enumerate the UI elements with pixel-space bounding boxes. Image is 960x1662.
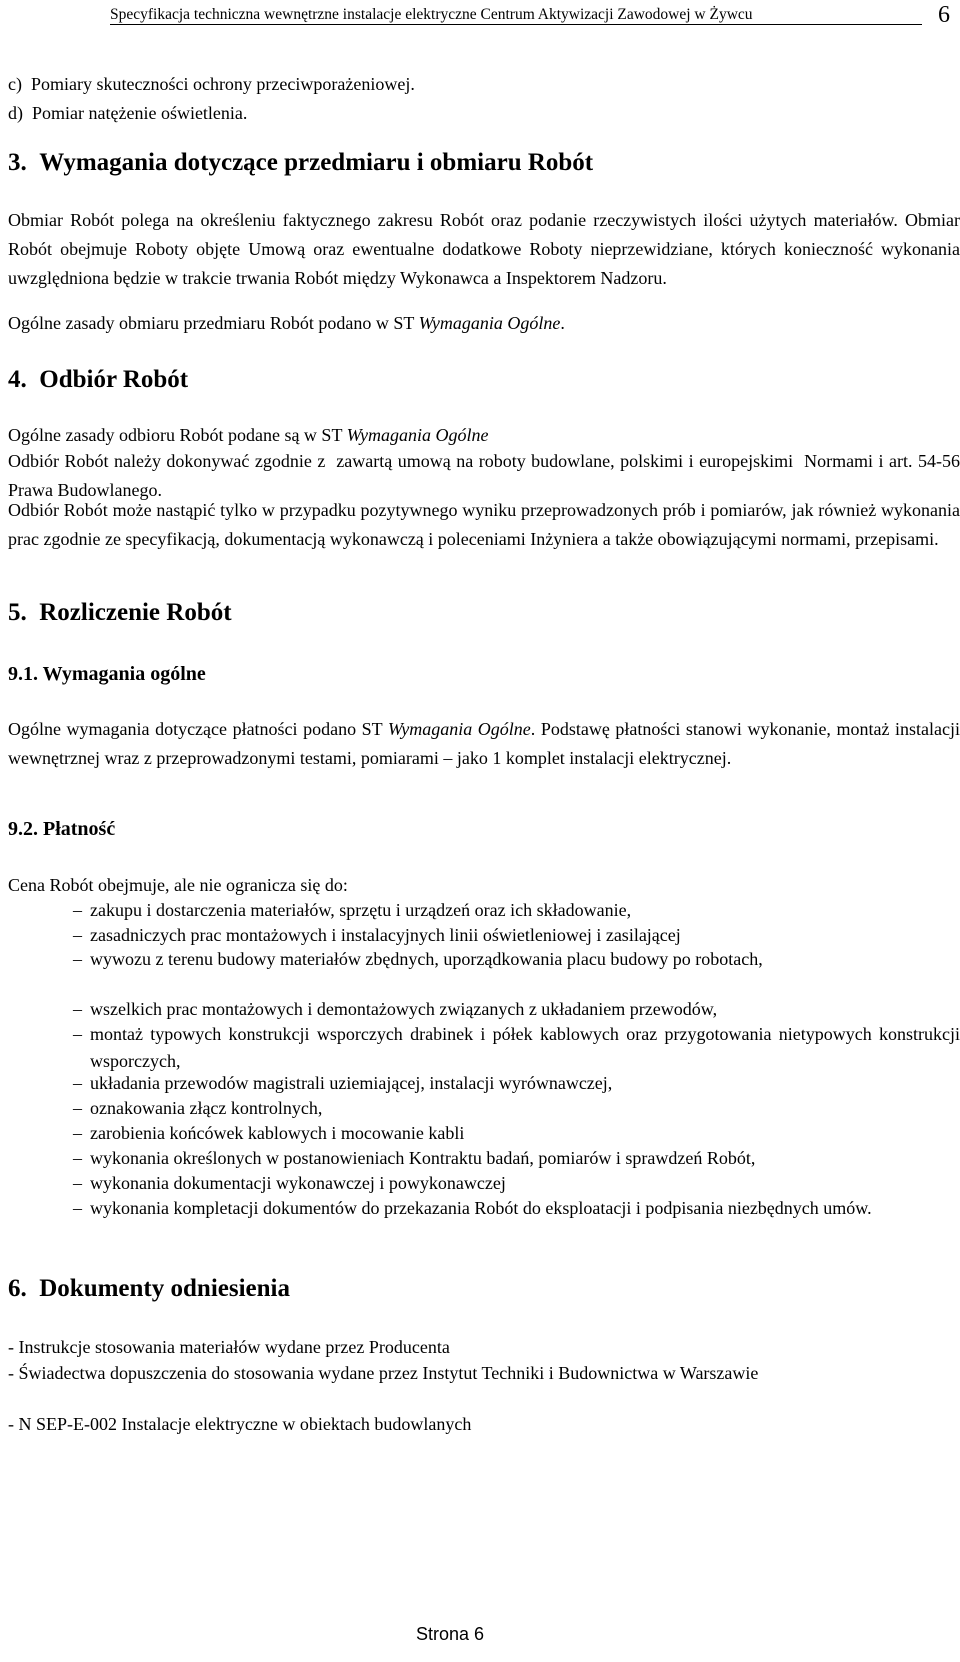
dash-marker: – [73, 1173, 82, 1193]
dash-marker: – [73, 1073, 82, 1093]
section-9-1-paragraph [8, 715, 960, 773]
page-footer: Strona 6 [416, 1624, 485, 1644]
dash-marker: – [73, 925, 82, 945]
reference-item: - N SEP-E-002 Instalacje elektryczne w obiektach budowlanych [8, 1414, 472, 1434]
list-item [73, 897, 960, 924]
section-4-paragraph-1-italic: Wymagania Ogólne [346, 425, 489, 445]
list-item-text: wykonania określonych w postanowieniach Kontraktu badań, pomiarów i sprawdzeń Robót, [90, 1148, 756, 1168]
header-rule [110, 24, 922, 25]
section-9-2-intro: Cena Robót obejmuje, ale nie ogranicza się do: [8, 875, 348, 895]
section-9-1-paragraph-italic: Wymagania Ogólne [387, 719, 531, 739]
section-3-paragraph-2-italic: Wymagania Ogólne [418, 313, 561, 333]
section-3-paragraph-2 [8, 309, 960, 338]
list-item-text: wszelkich prac montażowych i demontażowych związanych z układaniem przewodów, [90, 999, 718, 1019]
list-item-text: montaż typowych konstrukcji wsporczych drabinek i półek kablowych oraz przygotowania nietypowych konstrukcji wsporczych, [90, 1024, 960, 1071]
section-4-paragraph-2: Odbiór Robót należy dokonywać zgodnie z zawartą umową na roboty budowlane, polskimi i europejskimi Normami i art. 54-56 Prawa Budowlanego. [8, 451, 960, 500]
dash-marker: – [73, 1148, 82, 1168]
header-page-number: 6 [938, 2, 950, 28]
dash-marker: – [73, 900, 82, 920]
list-item-text: zakupu i dostarczenia materiałów, sprzętu i urządzeń oraz ich składowanie, [90, 900, 632, 920]
section-3-paragraph-2-end: . [560, 313, 565, 333]
section-3-paragraph-2-text: Ogólne zasady obmiaru przedmiaru Robót podano w ST [8, 313, 419, 333]
dash-marker: – [73, 1198, 82, 1218]
list-item-text: oznakowania złącz kontrolnych, [90, 1098, 323, 1118]
running-header: Specyfikacja techniczna wewnętrzne instalacje elektryczne Centrum Aktywizacji Zawodowej w Żywcu [110, 6, 753, 23]
section-9-1-paragraph-rest: . Podstawę płatności stanowi wykonanie, montaż instalacji wewnętrznej wraz z przeprowadzonymi testami, pomiarami – jako 1 komplet instalacji elektrycznej. [8, 719, 960, 768]
reference-item: - Świadectwa dopuszczenia do stosowania wydane przez Instytut Techniki i Budownictwa w Warszawie [8, 1363, 759, 1383]
section-4-heading: 4. Odbiór Robót [8, 366, 189, 393]
list-item [73, 1195, 960, 1222]
section-4-paragraph-1 [8, 421, 960, 450]
dash-marker: – [73, 1123, 82, 1143]
dash-marker: – [73, 1098, 82, 1118]
section-5-heading: 5. Rozliczenie Robót [8, 599, 232, 626]
list-item-text: wykonania kompletacji dokumentów do przekazania Robót do eksploatacji i podpisania niezbędnych umów. [90, 1198, 872, 1218]
dash-marker: – [73, 999, 82, 1019]
list-item [73, 1021, 960, 1075]
dash-marker: – [73, 1024, 82, 1044]
section-9-1-paragraph-text: Ogólne wymagania dotyczące płatności podano ST [8, 719, 388, 739]
list-item [73, 1170, 960, 1197]
list-item [73, 946, 960, 973]
section-9-2-heading: 9.2. Płatność [8, 818, 116, 840]
section-4-paragraph-1-text: Ogólne zasady odbioru Robót podane są w ST [8, 425, 347, 445]
list-item-c: c) Pomiary skuteczności ochrony przeciwporażeniowej. [8, 74, 415, 94]
list-item [73, 1070, 960, 1097]
section-4-paragraph-3: Odbiór Robót może nastąpić tylko w przypadku pozytywnego wyniku przeprowadzonych prób i pomiarów, jak również wykonania prac zgodnie ze specyfikacją, dokumentacją wykonawczą i poleceniami Inżyniera a także obowiązującymi normami, przepisami. [8, 500, 960, 549]
list-item [73, 922, 960, 949]
section-3-heading: 3. Wymagania dotyczące przedmiaru i obmiaru Robót [8, 149, 594, 176]
dash-marker: – [73, 949, 82, 969]
section-6-heading: 6. Dokumenty odniesienia [8, 1275, 290, 1302]
section-3-paragraph-1: Obmiar Robót polega na określeniu faktycznego zakresu Robót oraz podanie rzeczywistych ilości użytych materiałów. Obmiar Robót obejmuje Roboty objęte Umową oraz ewentualne dodatkowe Roboty nieprzewidziane, których konieczność wykonania uwzględniona będzie w trakcie trwania Robót między Wykonawca a Inspektorem Nadzoru. [8, 210, 960, 288]
section-9-1-heading: 9.1. Wymagania ogólne [8, 663, 206, 685]
list-item-text: zarobienia końcówek kablowych i mocowanie kabli [90, 1123, 465, 1143]
list-item-text: zasadniczych prac montażowych i instalacyjnych linii oświetleniowej i zasilającej [90, 925, 681, 945]
list-item [73, 1120, 960, 1147]
reference-item: - Instrukcje stosowania materiałów wydane przez Producenta [8, 1337, 450, 1357]
list-item [73, 996, 960, 1023]
list-item-text: wywozu z terenu budowy materiałów zbędnych, uporządkowania placu budowy po robotach, [90, 949, 763, 969]
list-item-d: d) Pomiar natężenie oświetlenia. [8, 103, 248, 123]
list-item [73, 1145, 960, 1172]
list-item-text: wykonania dokumentacji wykonawczej i powykonawczej [90, 1173, 506, 1193]
list-item-text: układania przewodów magistrali uziemiającej, instalacji wyrównawczej, [90, 1073, 613, 1093]
list-item [73, 1095, 960, 1122]
